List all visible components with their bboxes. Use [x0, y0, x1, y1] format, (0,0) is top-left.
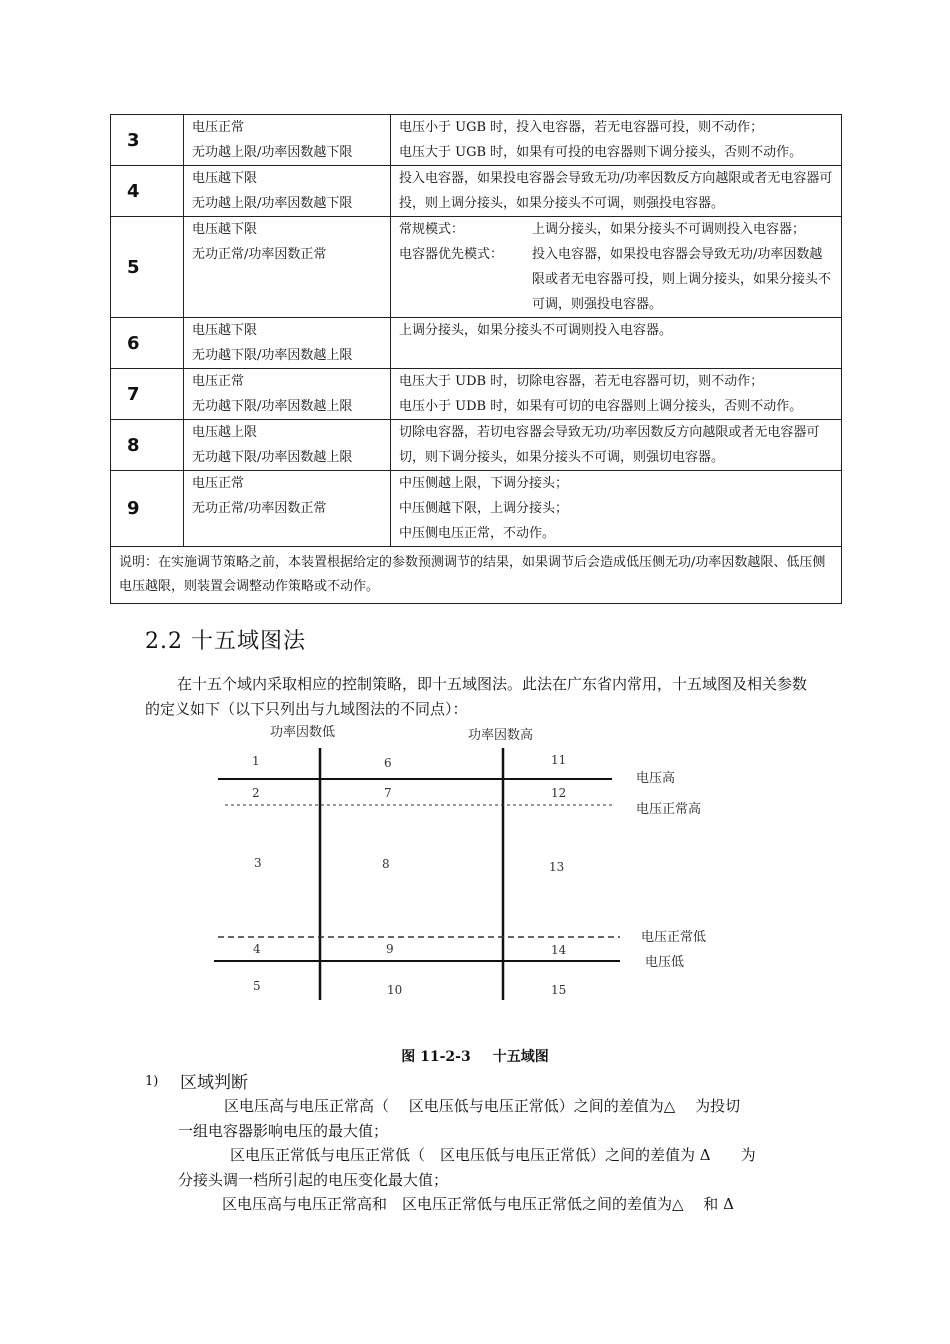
condition-cell	[184, 318, 391, 369]
row-number: 3	[111, 115, 184, 166]
table-row	[111, 166, 842, 217]
figure-caption	[0, 1046, 950, 1066]
action-text: 切除电容器，若切电容器会导致无功/功率因数反方向越限或者无电容器可切，则下调分接头，如果分接头不可调，则强切电容器。	[399, 425, 820, 465]
condition-text: 电压越下限	[192, 171, 258, 186]
condition-text: 电压正常	[192, 476, 245, 491]
body-line: 一组电容器影响电压的最大值；	[178, 1122, 389, 1140]
row-number: 7	[111, 369, 184, 420]
label-voltage-low: 电压低	[645, 955, 685, 970]
label-power-factor-low: 功率因数低	[270, 725, 336, 740]
mode-label: 常规模式：	[399, 222, 465, 237]
condition-text: 无功越下限/功率因数越上限	[192, 399, 353, 414]
region-9: 9	[386, 942, 394, 956]
strategy-table-body	[111, 115, 842, 604]
figure-title: 十五域图	[492, 1049, 549, 1065]
region-10: 10	[387, 983, 403, 997]
condition-cell	[184, 166, 391, 217]
region-14: 14	[551, 943, 567, 957]
action-cell	[391, 217, 842, 318]
note-row	[111, 547, 842, 604]
list-marker: 1)	[145, 1074, 159, 1089]
label-voltage-normal-low: 电压正常低	[641, 930, 707, 945]
table-note: 说明：在实施调节策略之前，本装置根据给定的参数预测调节的结果，如果调节后会造成低压侧无功/功率因数越限、低压侧电压越限，则装置会调整动作策略或不动作。	[111, 547, 842, 604]
body-line: 分接头调一档所引起的电压变化最大值；	[178, 1171, 449, 1189]
action-text: 电压大于 UDB 时，切除电容器，若无电容器可切，则不动作；	[399, 374, 764, 389]
action-text: 中压侧越下限，上调分接头；	[399, 501, 569, 516]
body-line: 区电压正常低与电压正常低（ 区电压低与电压正常低）之间的差值为 Δ 为	[230, 1146, 756, 1164]
action-cell	[391, 420, 842, 471]
region-1: 1	[252, 754, 260, 768]
region-7: 7	[384, 786, 392, 800]
label-voltage-normal-high: 电压正常高	[636, 802, 702, 817]
row-number: 8	[111, 420, 184, 471]
action-text: 中压侧越上限，下调分接头；	[399, 476, 569, 491]
body-line: 区电压高与电压正常高（ 区电压低与电压正常低）之间的差值为△ 为投切	[224, 1097, 741, 1115]
region-5: 5	[253, 979, 261, 993]
condition-text: 电压正常	[192, 374, 245, 389]
strategy-table	[110, 114, 842, 604]
row-number: 5	[111, 217, 184, 318]
body-line: 区电压高与电压正常高和 区电压正常低与电压正常低之间的差值为△ 和 Δ	[222, 1195, 734, 1213]
condition-cell	[184, 471, 391, 547]
condition-cell	[184, 115, 391, 166]
row-number: 9	[111, 471, 184, 547]
table-row	[111, 115, 842, 166]
condition-text: 无功正常/功率因数正常	[192, 501, 327, 516]
condition-cell	[184, 217, 391, 318]
condition-text: 无功越下限/功率因数越上限	[192, 450, 353, 465]
condition-text: 无功越下限/功率因数越上限	[192, 348, 353, 363]
condition-text: 无功越上限/功率因数越下限	[192, 145, 353, 160]
action-cell	[391, 471, 842, 547]
action-text: 投入电容器，如果投电容器会导致无功/功率因数反方向越限或者无电容器可投，则上调分接头，如果分接头不可调，则强投电容器。	[399, 171, 833, 211]
region-15: 15	[551, 983, 567, 997]
fifteen-domain-diagram	[180, 718, 740, 1018]
condition-text: 电压越下限	[192, 222, 258, 237]
mode-label: 电容器优先模式：	[399, 247, 504, 262]
table-row	[111, 420, 842, 471]
action-cell	[391, 369, 842, 420]
row-number: 4	[111, 166, 184, 217]
label-voltage-high: 电压高	[636, 771, 676, 786]
action-text: 电压大于 UGB 时，如果有可投的电容器则下调分接头，否则不动作。	[399, 145, 803, 160]
region-3: 3	[254, 856, 262, 870]
condition-text: 无功越上限/功率因数越下限	[192, 196, 353, 211]
action-text: 电压小于 UDB 时，如果有可切的电容器则上调分接头，否则不动作。	[399, 399, 803, 414]
condition-cell	[184, 369, 391, 420]
region-12: 12	[551, 786, 567, 800]
mode-text: 投入电容器，如果投电容器会导致无功/功率因数越限或者无电容器可投，则上调分接头，如果分接头不可调，则强投电容器。	[532, 247, 832, 312]
region-6: 6	[384, 756, 392, 770]
condition-text: 电压正常	[192, 120, 245, 135]
list-title: 区域判断	[180, 1073, 248, 1093]
table-row	[111, 318, 842, 369]
action-text: 电压小于 UGB 时，投入电容器，若无电容器可投，则不动作；	[399, 120, 764, 135]
condition-text: 电压越下限	[192, 323, 258, 338]
action-cell	[391, 318, 842, 369]
condition-cell	[184, 420, 391, 471]
label-power-factor-high: 功率因数高	[468, 728, 534, 743]
action-text: 上调分接头，如果分接头不可调则投入电容器。	[399, 323, 673, 338]
action-text: 中压侧电压正常，不动作。	[399, 526, 556, 541]
region-8: 8	[382, 857, 390, 871]
condition-text: 电压越上限	[192, 425, 258, 440]
figure-number: 图 11-2-3	[401, 1049, 471, 1065]
action-cell	[391, 115, 842, 166]
mode-row	[399, 242, 833, 317]
row-number: 6	[111, 318, 184, 369]
table-row	[111, 217, 842, 318]
mode-text: 上调分接头，如果分接头不可调则投入电容器；	[532, 222, 806, 237]
region-13: 13	[549, 860, 565, 874]
region-4: 4	[253, 942, 261, 956]
region-2: 2	[252, 786, 260, 800]
mode-row	[399, 217, 833, 242]
table-row	[111, 471, 842, 547]
intro-paragraph: 在十五个域内采取相应的控制策略，即十五域图法。此法在广东省内常用，十五域图及相关参数的定义如下（以下只列出与九域图法的不同点）：	[145, 675, 808, 718]
action-cell	[391, 166, 842, 217]
table-row	[111, 369, 842, 420]
section-heading: 2.2 十五域图法	[145, 629, 306, 654]
condition-text: 无功正常/功率因数正常	[192, 247, 327, 262]
region-11: 11	[551, 753, 567, 767]
